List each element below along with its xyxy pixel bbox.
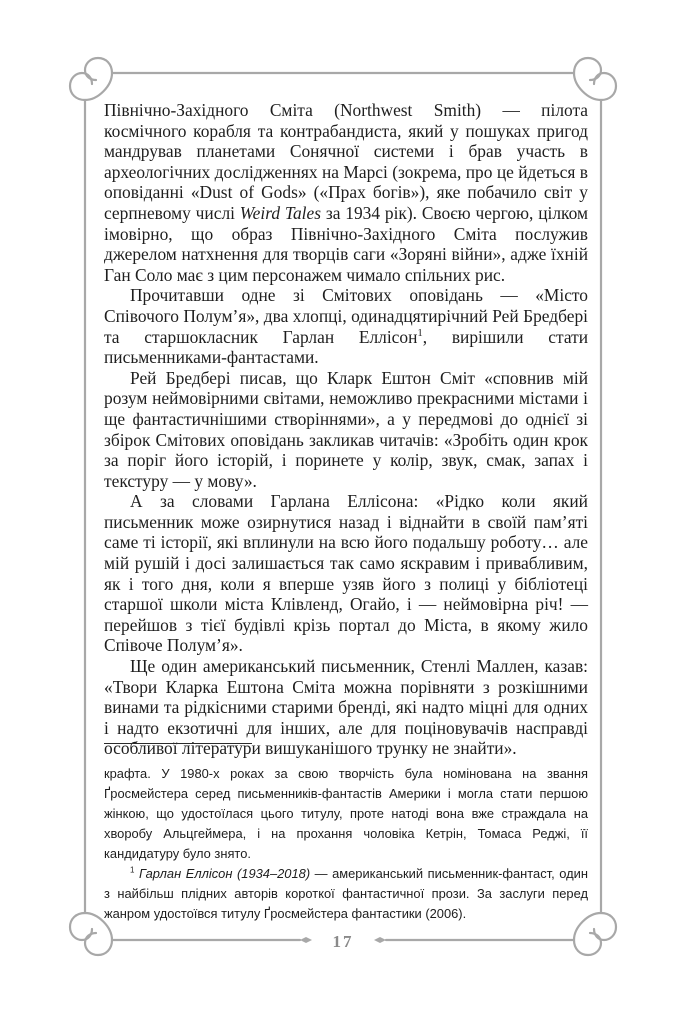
footnote-continued: крафта. У 1980-х роках за свою творчість була номінована на звання Ґросмейстера серед письменників-фантастів Америки і могла стати першою жінкою, що удостоїлася цього титулу, проте натоді вона вже страждала на хворобу Альцгеймера, і на прохання чоловіка Кетрін, Томаса Реджі, її кандидатуру було знято.	[104, 766, 588, 861]
footnote-1-marker: 1	[130, 865, 135, 875]
footnote-1-term: Гарлан Еллісон (1934–2018)	[139, 866, 311, 881]
paragraph-5: Ще один американський письменник, Стенлі Маллен, казав: «Твори Кларка Ештона Сміта можна порівняти з розкішними винами та рідкісними старими бренді, які надто міцні для одних і надто екзотичні для інших, але для поціновувачів насправді особливої літератури вишуканішого трунку не знайти».	[104, 656, 588, 759]
paragraph-1	[104, 100, 588, 285]
footnote-marker-1[interactable]: 1	[417, 326, 423, 339]
paragraph-4: А за словами Гарлана Еллісона: «Рідко коли який письменник може озирнутися назад і віднайти в своїй пам’яті саме ті історії, які вплинули на всю його подальшу роботу… але мій рушій і досі залишається так само яскравим і привабливим, як і того дня, коли я вперше узяв його з полиці у бібліотеці старшої школи міста Клівленд, Огайо, і — неймовірна річ! — перейшов з тієї будівлі крізь портал до Міста, в якому жило Співоче Полум’я».	[104, 491, 588, 656]
paragraph-1-part-b: за 1934 рік). Своєю чергою, цілком імовірно, що образ Північно-Західного Сміта послужив джерелом натхнення для творців саги «Зоряні війни», адже їхній Ган Соло має з цим персонажем чимало спільних рис.	[104, 202, 588, 285]
page-number: 17	[332, 932, 354, 951]
paragraph-3: Рей Бредбері писав, що Кларк Ештон Сміт «сповнив мій розум неймовірними світами, неможливо прекрасними містами і ще фантастичнішими створіннями», а у передмові до однієї зі збірок Смітових оповідань закликав читачів: «Зробіть один крок за поріг його історій, і поринете у колір, звук, смак, запах і текстуру — у мову».	[104, 367, 588, 491]
paragraph-2-part-b: , вирішили стати письменниками-фантастами.	[104, 326, 588, 368]
footnote-separator	[104, 743, 252, 744]
paragraph-1-part-a: Північно-Західного Сміта (Northwest Smith) — пілота космічного корабля та контрабандиста, який у пошуках пригод мандрував планетами Сонячної системи і брав участь в археологічних дослідженнях на Марсі (зокрема, про це йдеться в оповіданні «Dust of Gods» («Прах богів»), яке побачило світ у серпневому числі	[104, 100, 588, 223]
footnote-1-text: — американський письменник-фантаст, один з найбільш плідних авторів короткої фантастичної прози. За заслуги перед жанром удостоївся титулу Ґросмейстера фантастики (2006).	[104, 866, 588, 921]
magazine-title: Weird Tales	[239, 202, 321, 223]
paragraph-2	[104, 285, 588, 367]
paragraph-2-part-a: Прочитавши одне зі Смітових оповідань — «Місто Співочого Полум’я», два хлопці, одинадцятирічний Рей Бредбері та старшокласник Гарлан Еллісон	[104, 285, 588, 347]
body-text	[104, 100, 588, 759]
footnotes	[104, 764, 588, 924]
footnote-1	[104, 864, 588, 924]
main-text-area	[104, 100, 588, 759]
